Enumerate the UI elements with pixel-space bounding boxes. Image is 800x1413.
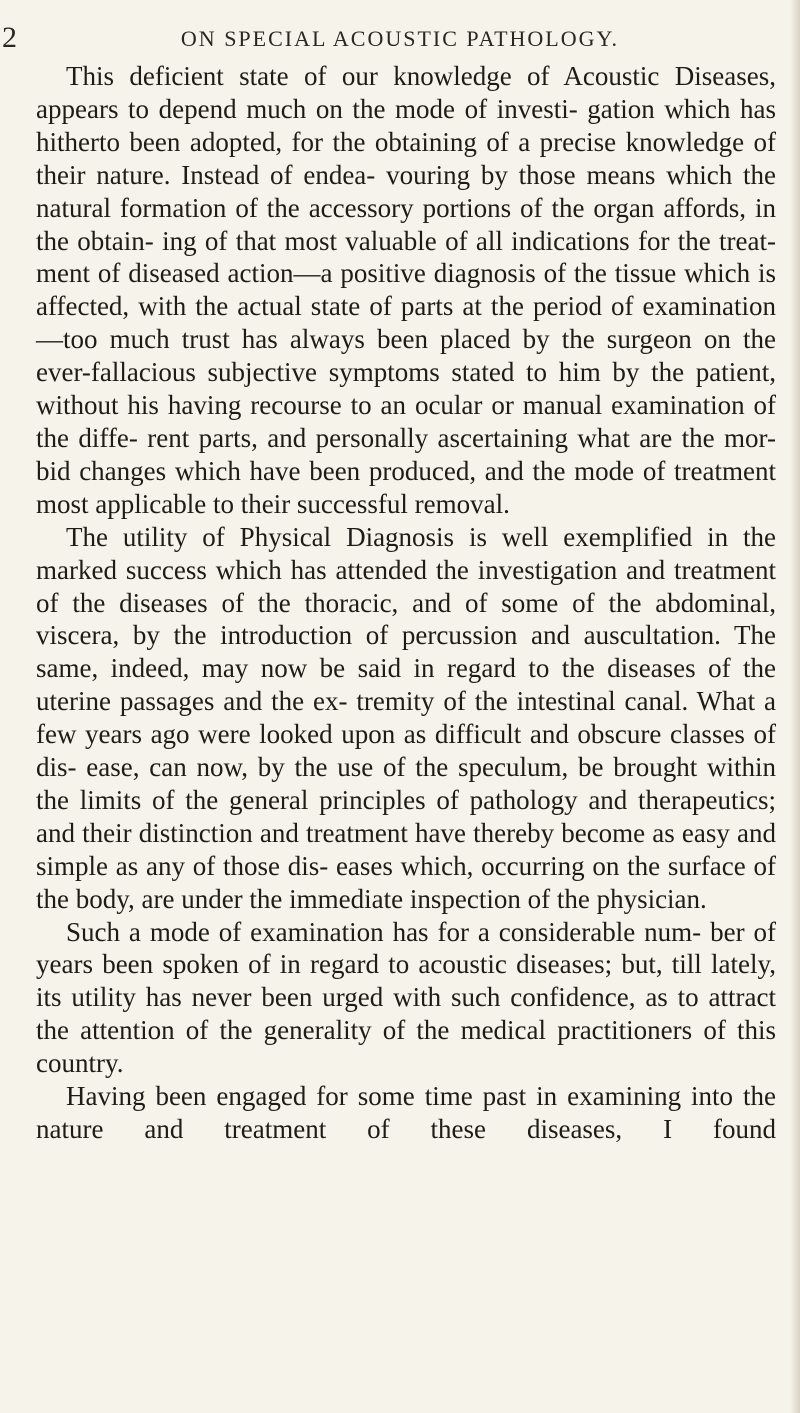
- page-edge-shadow: [790, 0, 800, 1413]
- body-text: [36, 60, 776, 1146]
- paragraph-having-been-engaged: Having been engaged for some time past in examining into the nature and treatment of these diseases, I found: [36, 1081, 776, 1144]
- page-number: 2: [2, 21, 17, 54]
- paragraph-physical-diagnosis: The utility of Physical Diagnosis is well exemplified in the marked success which has attended the investigation and treatment of the diseases of the thoracic, and of some of the abdominal, viscera, by the introduction of percussion and auscultation. The same, indeed, may now be said in regard to the diseases of the uterine passages and the ex- tremity of the intestinal canal. What a few years ago were looked upon as difficult and obscure classes of dis- ease, can now, by the use of the speculum, be brought within the limits of the general principles of pathology and therapeutics; and their distinction and treatment have thereby become as easy and simple as any of those dis- eases which, occurring on the surface of the body, are under the immediate inspection of the physician.: [36, 521, 776, 914]
- running-title: ON SPECIAL ACOUSTIC PATHOLOGY.: [180, 26, 620, 51]
- running-head: [0, 20, 800, 60]
- paragraph-acoustic-diseases: This deficient state of our knowledge of Acoustic Diseases, appears to depend much on the mode of investi- gation which has hitherto been adopted, for the obtaining of a precise knowledge of their nature. Instead of endea- vouring by those means which the natural formation of the accessory portions of the organ affords, in the obtain- ing of that most valuable of all indications for the treat- ment of diseased action—a positive diagnosis of the tissue which is affected, with the actual state of parts at the period of examination—too much trust has always been placed by the surgeon on the ever-fallacious subjective symptoms stated to him by the patient, without his having recourse to an ocular or manual examination of the diffe- rent parts, and personally ascertaining what are the mor- bid changes which have been produced, and the mode of treatment most applicable to their successful removal.: [36, 61, 776, 519]
- paragraph-mode-of-examination: Such a mode of examination has for a considerable num- ber of years been spoken of in regard to acoustic diseases; but, till lately, its utility has never been urged with such confidence, as to attract the attention of the generality of the medical practitioners of this country.: [36, 916, 776, 1079]
